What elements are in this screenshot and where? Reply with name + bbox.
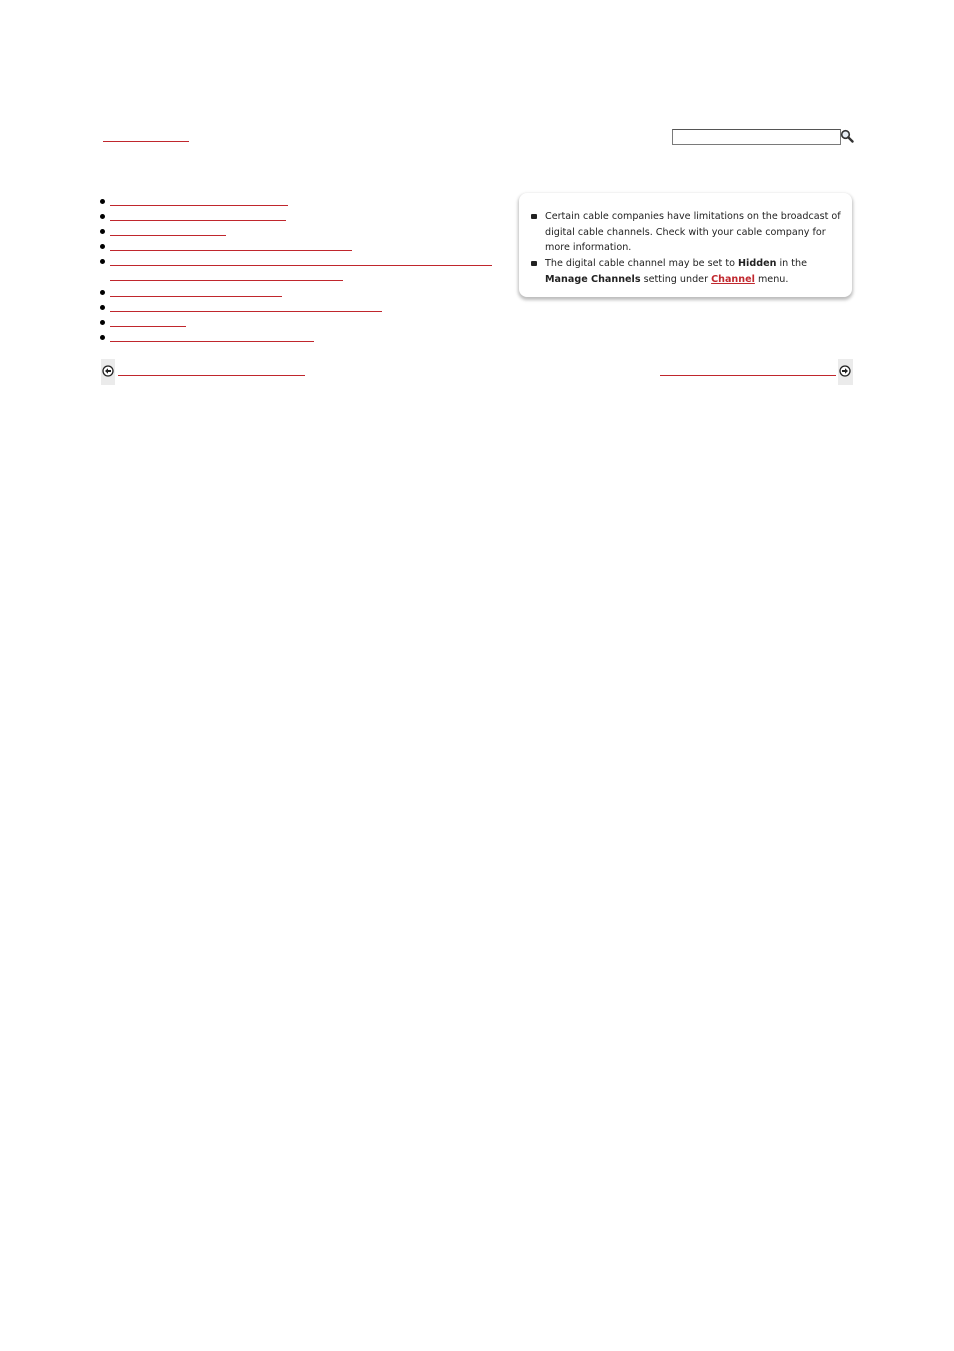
link-underline[interactable]: [110, 311, 382, 312]
bullet: [100, 199, 105, 204]
search-input[interactable]: [672, 129, 841, 145]
note-text: The digital cable channel may be set to: [545, 258, 739, 269]
arrow-right-circle-icon: [839, 365, 851, 377]
note-text: menu.: [754, 273, 789, 285]
link-underline[interactable]: [110, 205, 288, 206]
bold-term: Hidden: [738, 258, 777, 269]
square-bullet-icon: [531, 261, 537, 266]
note-item: [531, 256, 841, 287]
note-item: [531, 209, 841, 256]
search-button[interactable]: [840, 128, 854, 142]
prev-page-button[interactable]: [101, 359, 115, 385]
bullet: [100, 320, 105, 325]
square-bullet-icon: [531, 214, 537, 219]
note-text: setting under: [640, 273, 712, 285]
bold-term: Manage Channels: [545, 273, 641, 285]
link-underline[interactable]: [110, 265, 492, 266]
bullet: [100, 290, 105, 295]
link-underline[interactable]: [110, 250, 352, 251]
note-box: [519, 193, 852, 297]
magnifier-icon: [840, 129, 854, 143]
link-underline[interactable]: [110, 326, 186, 327]
bullet: [100, 214, 105, 219]
next-page-button[interactable]: [838, 359, 853, 385]
link-underline[interactable]: [110, 235, 226, 236]
arrow-left-circle-icon: [102, 365, 114, 377]
bullet: [100, 229, 105, 234]
bullet: [100, 259, 105, 264]
home-link[interactable]: [103, 131, 189, 142]
prev-page-link[interactable]: [118, 375, 305, 376]
link-underline[interactable]: [110, 220, 286, 221]
bullet: [100, 244, 105, 249]
next-page-link[interactable]: [660, 375, 836, 376]
bullet: [100, 305, 105, 310]
note-text: in the: [776, 258, 808, 269]
link-underline[interactable]: [110, 296, 282, 297]
bullet: [100, 335, 105, 340]
link-underline[interactable]: [110, 341, 314, 342]
channel-link[interactable]: Channel: [711, 273, 755, 285]
link-underline[interactable]: [110, 280, 343, 281]
note-text: Certain cable companies have limitations on the broadcast of digital cable channels. Check with your cable company for more information.: [545, 211, 841, 253]
